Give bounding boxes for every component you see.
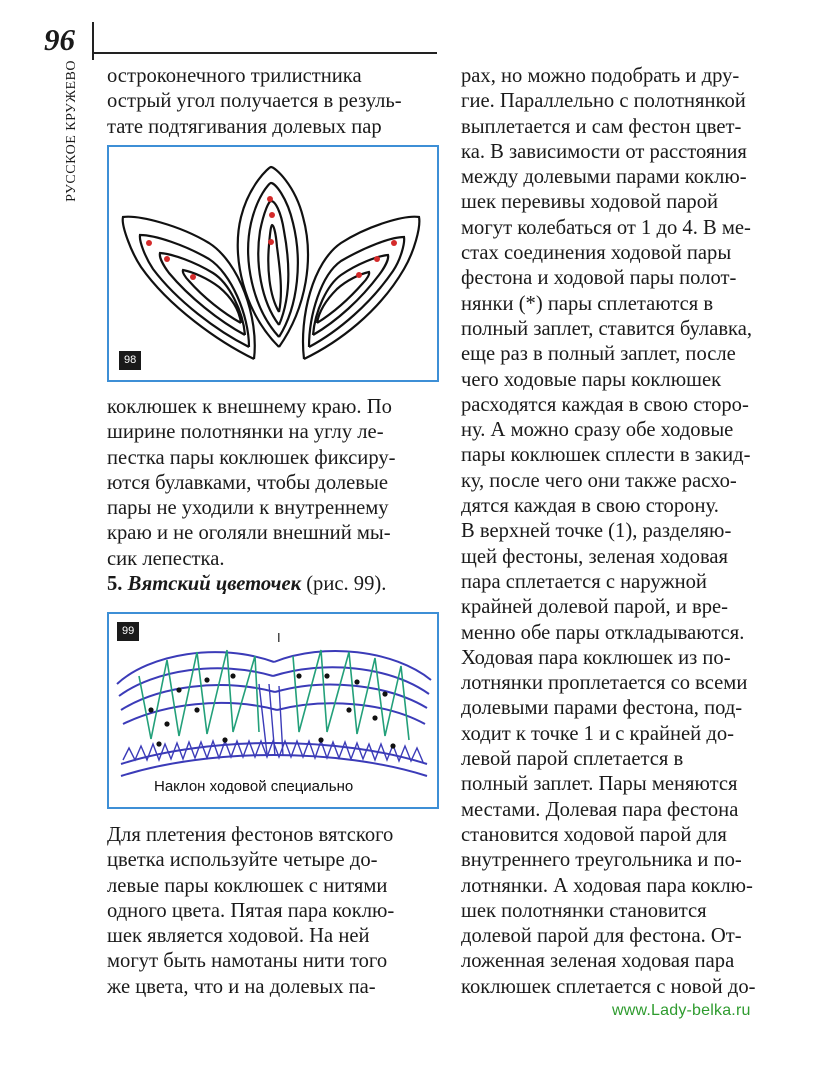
figure-marker-label: I xyxy=(277,630,281,645)
header-horizontal-rule xyxy=(92,52,437,54)
text-line: коклюшек к внешнему краю. По xyxy=(107,396,392,418)
text-line: щей фестоны, зеленая ходовая xyxy=(461,545,729,568)
text-line: пары коклюшек сплести в закид- xyxy=(461,444,751,467)
running-head-text: РУССКОЕ КРУЖЕВО xyxy=(64,60,79,202)
text-line: еще раз в полный заплет, после xyxy=(461,343,736,366)
heading-title: Вятский цветочек xyxy=(127,573,302,596)
left-column-middle xyxy=(107,395,396,597)
text-line: выплетается и сам фестон цвет- xyxy=(461,115,742,138)
text-line: могут колебаться от 1 до 4. В ме- xyxy=(461,216,751,239)
text-line: долевыми парами фестона, под- xyxy=(461,697,743,720)
text-line: ширине полотнянки на углу ле- xyxy=(107,421,384,444)
text-line: острый угол получается в резуль- xyxy=(107,90,402,113)
text-line: нянки (*) пары сплетаются в xyxy=(461,292,714,315)
section-heading xyxy=(107,572,396,597)
text-line: менно обе пары откладываются. xyxy=(461,621,745,644)
text-line: ложенная зеленая ходовая пара xyxy=(461,950,735,973)
text-line: левой парой сплетается в xyxy=(461,748,684,771)
text-line: одного цвета. Пятая пара коклю- xyxy=(107,899,395,922)
page-number: 96 xyxy=(44,22,75,57)
figure-98 xyxy=(107,145,439,382)
figure-number-99: 99 xyxy=(117,622,139,641)
text-line: ну. А можно сразу обе ходовые xyxy=(461,419,734,442)
text-line: между долевыми парами коклю- xyxy=(461,166,747,189)
text-line: долевой парой для фестона. От- xyxy=(461,925,742,948)
text-line: ются булавками, чтобы долевые xyxy=(107,471,389,494)
text-line: фестона и ходовой пары полот- xyxy=(461,267,737,290)
text-line: гие. Параллельно с полотнянкой xyxy=(461,90,746,113)
footer-url: www.Lady-belka.ru xyxy=(612,1002,751,1019)
text-line: местами. Долевая пара фестона xyxy=(461,798,739,821)
running-head xyxy=(52,60,92,260)
text-line: полный заплет. Пары меняются xyxy=(461,773,738,796)
text-line: ка. В зависимости от расстояния xyxy=(461,140,747,163)
text-line: становится ходовой парой для xyxy=(461,823,727,846)
text-line: левые пары коклюшек с нитями xyxy=(107,874,388,897)
text-line: чего ходовые пары коклюшек xyxy=(461,368,722,391)
text-line: стах соединения ходовой пары xyxy=(461,242,732,265)
text-line: тате подтягивания долевых пар xyxy=(107,115,382,138)
text-line: В верхней точке (1), разделяю- xyxy=(461,520,732,543)
text-line: шек перевивы ходовой парой xyxy=(461,191,719,214)
figure-number-98: 98 xyxy=(119,351,141,370)
heading-number: 5. xyxy=(107,573,123,596)
text-line: пара сплетается с наружной xyxy=(461,570,707,593)
text-line: полный заплет, ставится булавка, xyxy=(461,317,753,340)
text-line: лотнянки. А ходовая пара коклю- xyxy=(461,874,753,897)
text-line: ку, после чего они также расхо- xyxy=(461,469,737,492)
left-column-bottom xyxy=(107,823,394,1000)
text-line: могут быть намотаны нити того xyxy=(107,950,388,973)
heading-figure-ref: (рис. 99). xyxy=(306,573,387,596)
trefoil-diagram xyxy=(109,147,437,380)
text-line: внутреннего треугольника и по- xyxy=(461,849,742,872)
text-line: дятся каждая в свою сторону. xyxy=(461,495,719,518)
text-line: остроконечного трилистника xyxy=(107,65,362,87)
text-line: шек полотнянки становится xyxy=(461,899,707,922)
text-line: шек является ходовой. На ней xyxy=(107,925,370,948)
text-line: Для плетения фестонов вятского xyxy=(107,824,394,846)
text-line: крайней долевой парой, и вре- xyxy=(461,596,729,619)
text-line: лотнянки проплетается со всеми xyxy=(461,672,748,695)
header-vertical-rule xyxy=(92,22,94,60)
text-line: рах, но можно подобрать и дру- xyxy=(461,65,740,87)
text-line: ходит к точке 1 и с крайней до- xyxy=(461,722,734,745)
text-line: сик лепестка. xyxy=(107,547,225,570)
text-line: пары не уходили к внутреннему xyxy=(107,497,389,520)
figure-99 xyxy=(107,612,439,809)
text-line: пестка пары коклюшек фиксиру- xyxy=(107,446,396,469)
text-line: коклюшек сплетается с новой до- xyxy=(461,975,756,998)
text-line: расходятся каждая в свою сторо- xyxy=(461,393,749,416)
text-line: же цвета, что и на долевых па- xyxy=(107,975,376,998)
text-line: краю и не оголяли внешний мы- xyxy=(107,522,391,545)
right-column xyxy=(461,64,756,1000)
left-column-top xyxy=(107,64,402,140)
figure-caption: Наклон ходовой специально xyxy=(154,778,354,795)
text-line: Ходовая пара коклюшек из по- xyxy=(461,646,731,669)
text-line: цветка используйте четыре до- xyxy=(107,849,378,872)
